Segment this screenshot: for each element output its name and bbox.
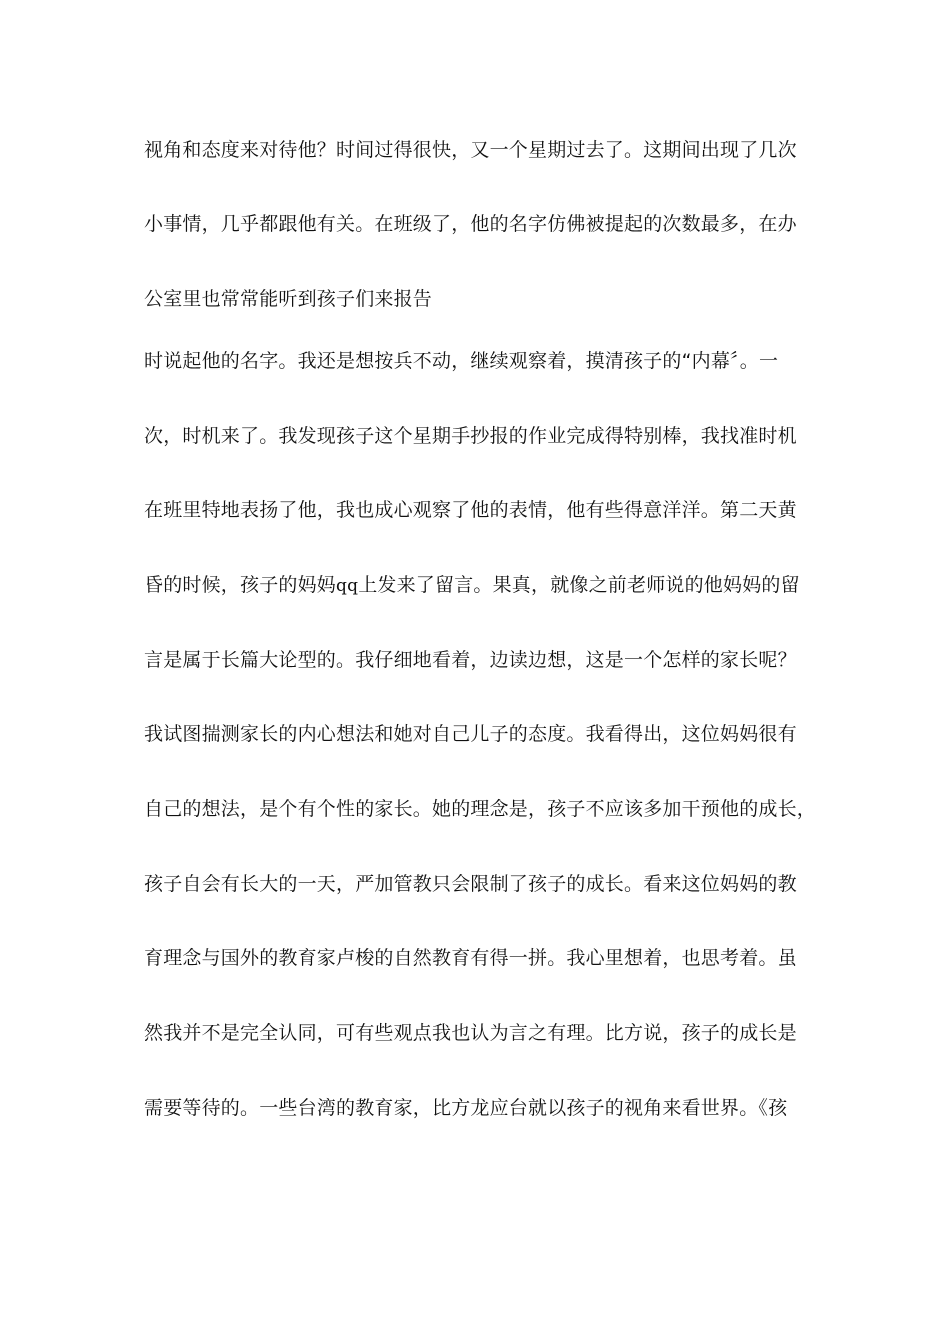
text-line-7-end: 上发来了留言。果真，就像之前老师说的他妈妈的留 — [358, 574, 800, 596]
text-line-9: 我试图揣测家长的内心想法和她对自己儿子的态度。我看得出，这位妈妈很有 — [144, 723, 797, 745]
text-line-2: 小事情，几乎都跟他有关。在班级了，他的名字仿佛被提起的次数最多，在办 — [144, 213, 797, 235]
text-line-1: 视角和态度来对待他？时间过得很快，又一个星期过去了。这期间出现了几次 — [144, 139, 797, 161]
text-line-13: 然我并不是完全认同，可有些观点我也认为言之有理。比方说，孩子的成长是 — [144, 1022, 797, 1044]
text-line-7 — [144, 573, 814, 598]
text-line-11: 孩子自会有长大的一天，严加管教只会限制了孩子的成长。看来这位妈妈的教 — [144, 873, 797, 895]
text-line-7-start: 昏的时候，孩子的妈妈 — [144, 574, 337, 596]
text-line-14: 需要等待的。一些台湾的教育家，比方龙应台就以孩子的视角来看世界。《孩 — [144, 1097, 788, 1119]
text-line-5: 次，时机来了。我发现孩子这个星期手抄报的作业完成得特别棒，我找准时机 — [144, 425, 797, 447]
text-line-6: 在班里特地表扬了他，我也成心观察了他的表情，他有些得意洋洋。第二天黄 — [144, 499, 797, 521]
text-line-7-qq: qq — [336, 576, 359, 596]
text-line-4: 时说起他的名字。我还是想按兵不动，继续观察着，摸清孩子的“内幕〞。一 — [144, 350, 779, 372]
text-line-8: 言是属于长篇大论型的。我仔细地看着，边读边想，这是一个怎样的家长呢？ — [144, 649, 797, 671]
text-line-10: 自己的想法，是个有个性的家长。她的理念是，孩子不应该多加干预他的成长， — [144, 798, 817, 820]
text-line-3: 公室里也常常能听到孩子们来报告 — [144, 288, 433, 310]
text-line-12: 育理念与国外的教育家卢梭的自然教育有得一拼。我心里想着，也思考着。虽 — [144, 947, 797, 969]
